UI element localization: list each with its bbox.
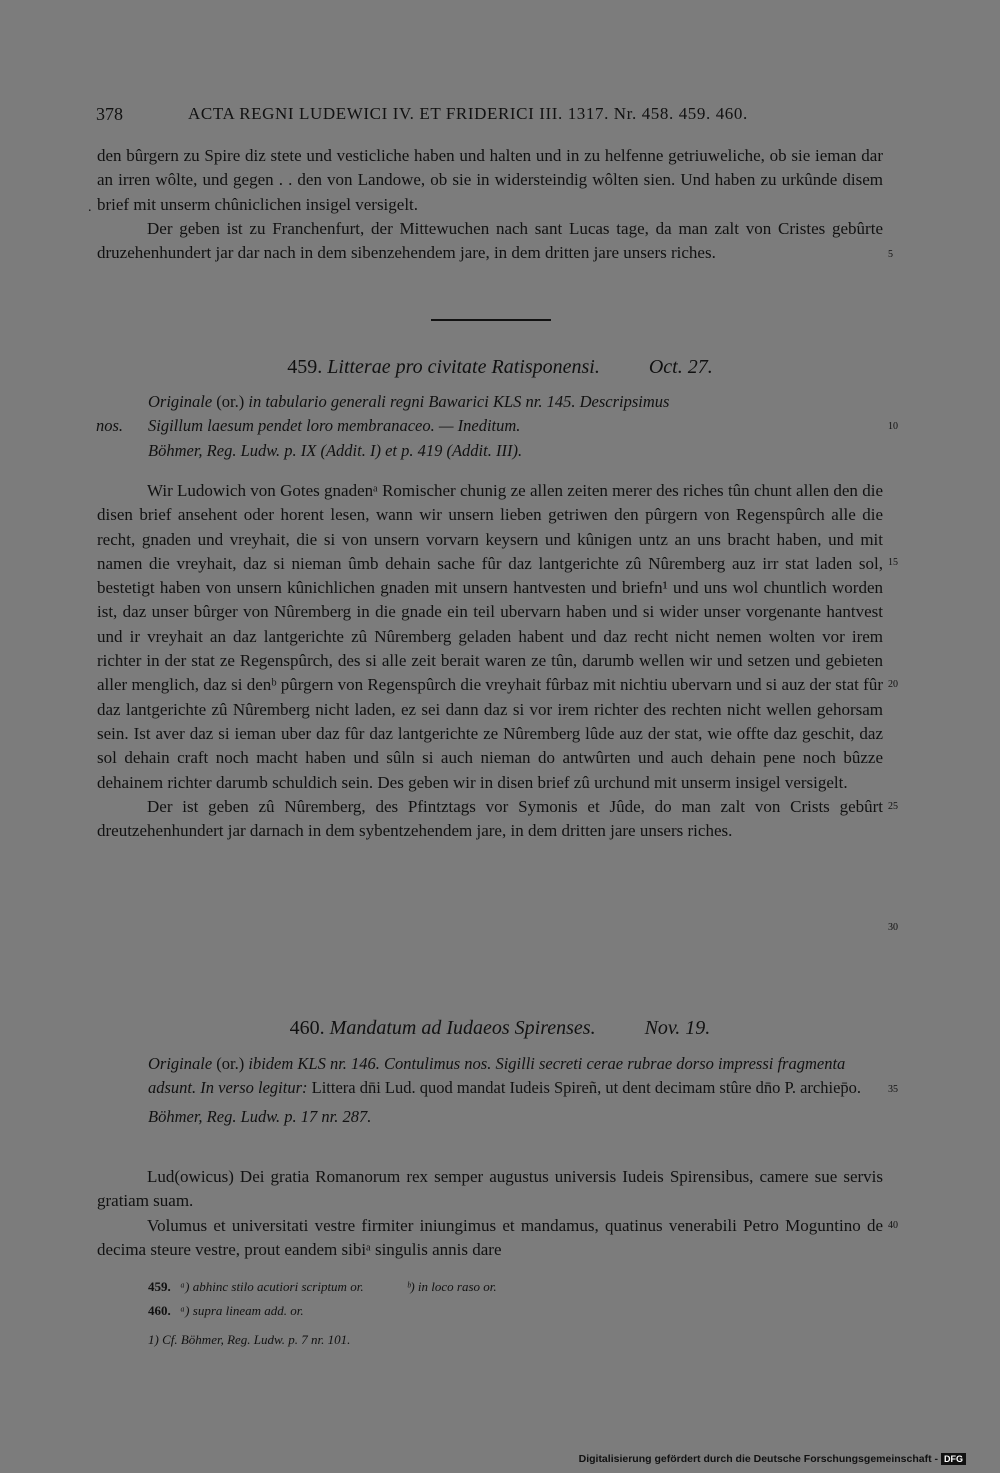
paragraph: Der geben ist zu Franchenfurt, der Mittewuchen nach sant Lucas tage, da man zalt von Cristes gebûrte druzehenhundert jar dar nach in dem sibenzehendem jare, in dem dritten jare unsers riches. xyxy=(97,218,883,263)
running-header xyxy=(96,104,886,128)
paragraph: Der ist geben zû Nûremberg, des Pfintztags vor Symonis et Jûde, do man zalt von Crists gebûrt dreutzehenhundert jar darnach in dem sybentzehendem jare, in dem dritten jare unsers riches. xyxy=(97,796,883,841)
doc-title: Mandatum ad Iudaeos Spirenses. xyxy=(329,1017,596,1039)
source-line: Böhmer, Reg. Ludw. p. 17 nr. 287. xyxy=(148,1106,372,1126)
doc-460-heading xyxy=(0,1017,1000,1040)
digitization-footer xyxy=(579,1453,966,1465)
doc-number: 460. xyxy=(289,1017,325,1039)
continued-text xyxy=(97,144,883,265)
footnote-460: 460. ᵃ) supra lineam add. or. xyxy=(148,1303,304,1318)
source-line: nos. Sigillum laesum pendet loro membranaceo. — Ineditum. xyxy=(96,416,521,436)
line-number: 25 xyxy=(888,801,898,812)
source-line: Originale (or.) ibidem KLS nr. 146. Contulimus nos. Sigilli secreti cerae rubrae dorso impressi fragmenta adsunt. In verso legitur: Littera dn̄i Lud. quod mandat Iudeis Spireñ, ut dent decimam stûre dn̄o P. archiep̄o. xyxy=(148,1054,862,1098)
line-number: 30 xyxy=(888,922,898,933)
running-title: ACTA REGNI LUDEWICI IV. ET FRIDERICI III. 1317. Nr. 458. 459. 460. xyxy=(188,104,748,123)
source-line: Böhmer, Reg. Ludw. p. IX (Addit. I) et p. 419 (Addit. III). xyxy=(148,440,523,460)
dfg-logo: DFG xyxy=(941,1453,966,1465)
doc-460-source xyxy=(148,1052,881,1129)
line-number: 15 xyxy=(888,557,898,568)
line-number: 20 xyxy=(888,679,898,690)
footnote-459: 459. ᵃ) abhinc stilo acutiori scriptum or. ᵇ) in loco raso or. xyxy=(148,1279,497,1294)
paragraph: Lud(owicus) Dei gratia Romanorum rex semper augustus universis Iudeis Spirensibus, camere sue servis gratiam suam. xyxy=(97,1167,883,1211)
line-number: 40 xyxy=(888,1220,898,1231)
line-number: 5 xyxy=(888,249,893,260)
doc-date: Nov. 19. xyxy=(644,1017,711,1039)
source-line: Originale (or.) in tabulario generali regni Bawarici KLS nr. 145. Descripsimus xyxy=(148,392,670,411)
margin-mark: . xyxy=(88,200,92,215)
paragraph: Wir Ludowich von Gotes gnadenᵃ Romischer chunig ze allen zeiten merer des riches tûn chunt allen den die disen brief ansehent oder horent lesen, wann wir unsern lieben getriwen den pûrgern von Regenspûrch alle die recht, gnaden und vreyhait, die si von unsern vorvarn keysern und kûnigen untz an uns bracht haben, und mit namen die vreyhait, daz si nieman ûmb dehain sache fûr daz lantgerichte zû Nûremberg auz irr stat laden sol, bestetigt haben von unsern kûnichlichen gnaden mit unsern hantvesten und briefn¹ und uns wol chuntlich worden ist, daz unser bûrger von Nûremberg in die gnade ein teil ubervarn haben und si wider unser vorgenante hantvest und ir vreyhait an daz lantgerichte zû Nûremberg geladen habent und daz recht nicht nemen wolten vor irem richter in der stat ze Regenspûrch, des si alle zeit berait waren ze tûn, darumb wellen wir und setzen und gebieten aller menglich, daz si denᵇ pûrgern von Regenspûrch die vreyhait fûrbaz mit nichtiu ubervarn und si auz der stat fûr daz lantgerichte zû Nûremberg nicht laden, ez sei dann daz si vor irem richter des rechten nicht wellen gehorsam sein. Ist aver daz si ieman uber daz fûr daz lantgerichte ze Nûremberg lûde auz der stat, wie offte daz geschit, daz sol dehain craft noch macht haben und sûln si auch nieman do antwûrten und auch dehain pene noch bûzze dehainem richter darumb schuldich sein. Des geben wir in disen brief zû urchund mit unserm insigel versigelt. xyxy=(97,481,883,792)
paragraph: Volumus et universitati vestre firmiter iniungimus et mandamus, quatinus venerabili Petro Moguntino de decima steure vestre, prout eandem sibiᵃ singulis annis dare xyxy=(97,1215,883,1259)
doc-title: Litterae pro civitate Ratisponensi. xyxy=(327,356,600,378)
doc-number: 459. xyxy=(287,356,323,378)
doc-459-heading xyxy=(0,356,1000,379)
paragraph: den bûrgern zu Spire diz stete und vesticliche haben und halten und in zu helfenne getriuweliche, ob sie ieman dar an irren wôlte, und gegen . . den von Landowe, ob sie in widersteindig wôlten sien. Und haben zu urkûnde disem brief mit unserm chûniclichen insigel versigelt. xyxy=(97,146,883,214)
section-divider xyxy=(431,319,551,321)
line-number: 35 xyxy=(888,1084,898,1095)
footer-text: Digitalisierung gefördert durch die Deutsche Forschungsgemeinschaft - xyxy=(578,1453,938,1465)
doc-date: Oct. 27. xyxy=(648,356,713,378)
page-number: 378 xyxy=(96,104,123,124)
line-number: 10 xyxy=(888,421,898,432)
footnote-1: 1) Cf. Böhmer, Reg. Ludw. p. 7 nr. 101. xyxy=(148,1332,351,1347)
doc-459-body xyxy=(97,479,883,843)
doc-460-body xyxy=(97,1165,883,1262)
doc-459-source xyxy=(96,390,881,463)
